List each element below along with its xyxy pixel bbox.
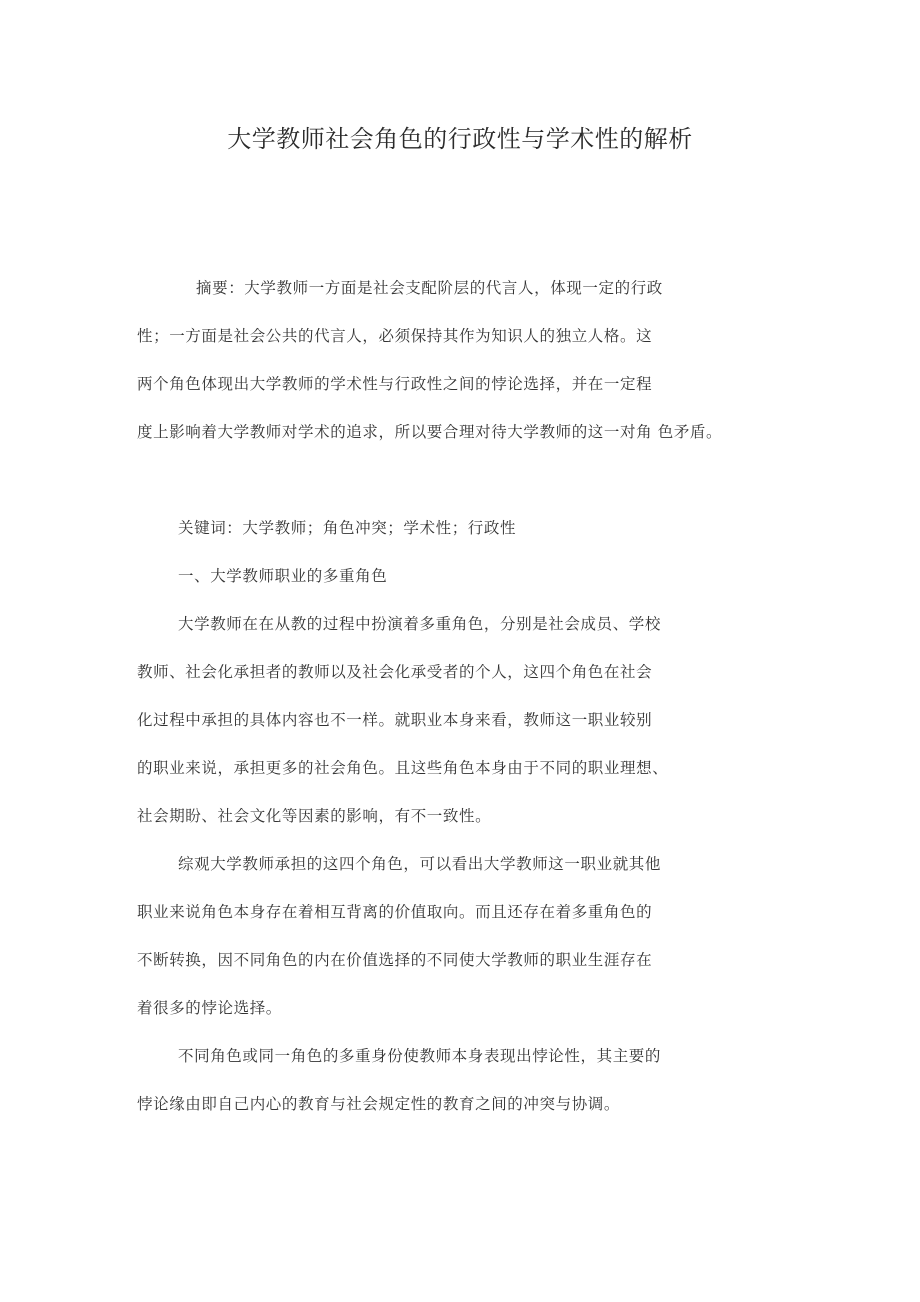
keywords-line: 关键词：大学教师；角色冲突；学术性；行政性 [178,519,517,537]
paragraph-line: 职业来说角色本身存在着相互背离的价值取向。而且还存在着多重角色的 [137,903,653,921]
paragraph-line: 教师、社会化承担者的教师以及社会化承受者的个人，这四个角色在社会 [137,663,653,681]
paragraph-line: 不同角色或同一角色的多重身份使教师本身表现出悖论性，其主要的 [178,1047,662,1065]
section-heading: 一、大学教师职业的多重角色 [178,567,388,585]
paragraph-line: 不断转换，因不同角色的内在价值选择的不同使大学教师的职业生涯存在 [137,951,653,969]
abstract-line: 摘要：大学教师一方面是社会支配阶层的代言人，体现一定的行政 [196,279,663,297]
paragraph-line: 社会期盼、社会文化等因素的影响，有不一致性。 [137,807,492,825]
abstract-line: 两个角色体现出大学教师的学术性与行政性之间的悖论选择，并在一定程 [137,375,653,393]
abstract-line: 性；一方面是社会公共的代言人，必须保持其作为知识人的独立人格。这 [137,327,653,345]
abstract-line: 度上影响着大学教师对学术的追求，所以要合理对待大学教师的这一对角 色矛盾。 [137,423,723,441]
paragraph-line: 的职业来说，承担更多的社会角色。且这些角色本身由于不同的职业理想、 [137,759,669,777]
paragraph-line: 悖论缘由即自己内心的教育与社会规定性的教育之间的冲突与协调。 [137,1095,621,1113]
paragraph-line: 大学教师在在从教的过程中扮演着多重角色，分别是社会成员、学校 [178,615,662,633]
document-title: 大学教师社会角色的行政性与学术性的解析 [227,125,693,153]
paragraph-line: 着很多的悖论选择。 [137,999,282,1017]
paragraph-line: 化过程中承担的具体内容也不一样。就职业本身来看，教师这一职业较别 [137,711,653,729]
paragraph-line: 综观大学教师承担的这四个角色，可以看出大学教师这一职业就其他 [178,855,662,873]
